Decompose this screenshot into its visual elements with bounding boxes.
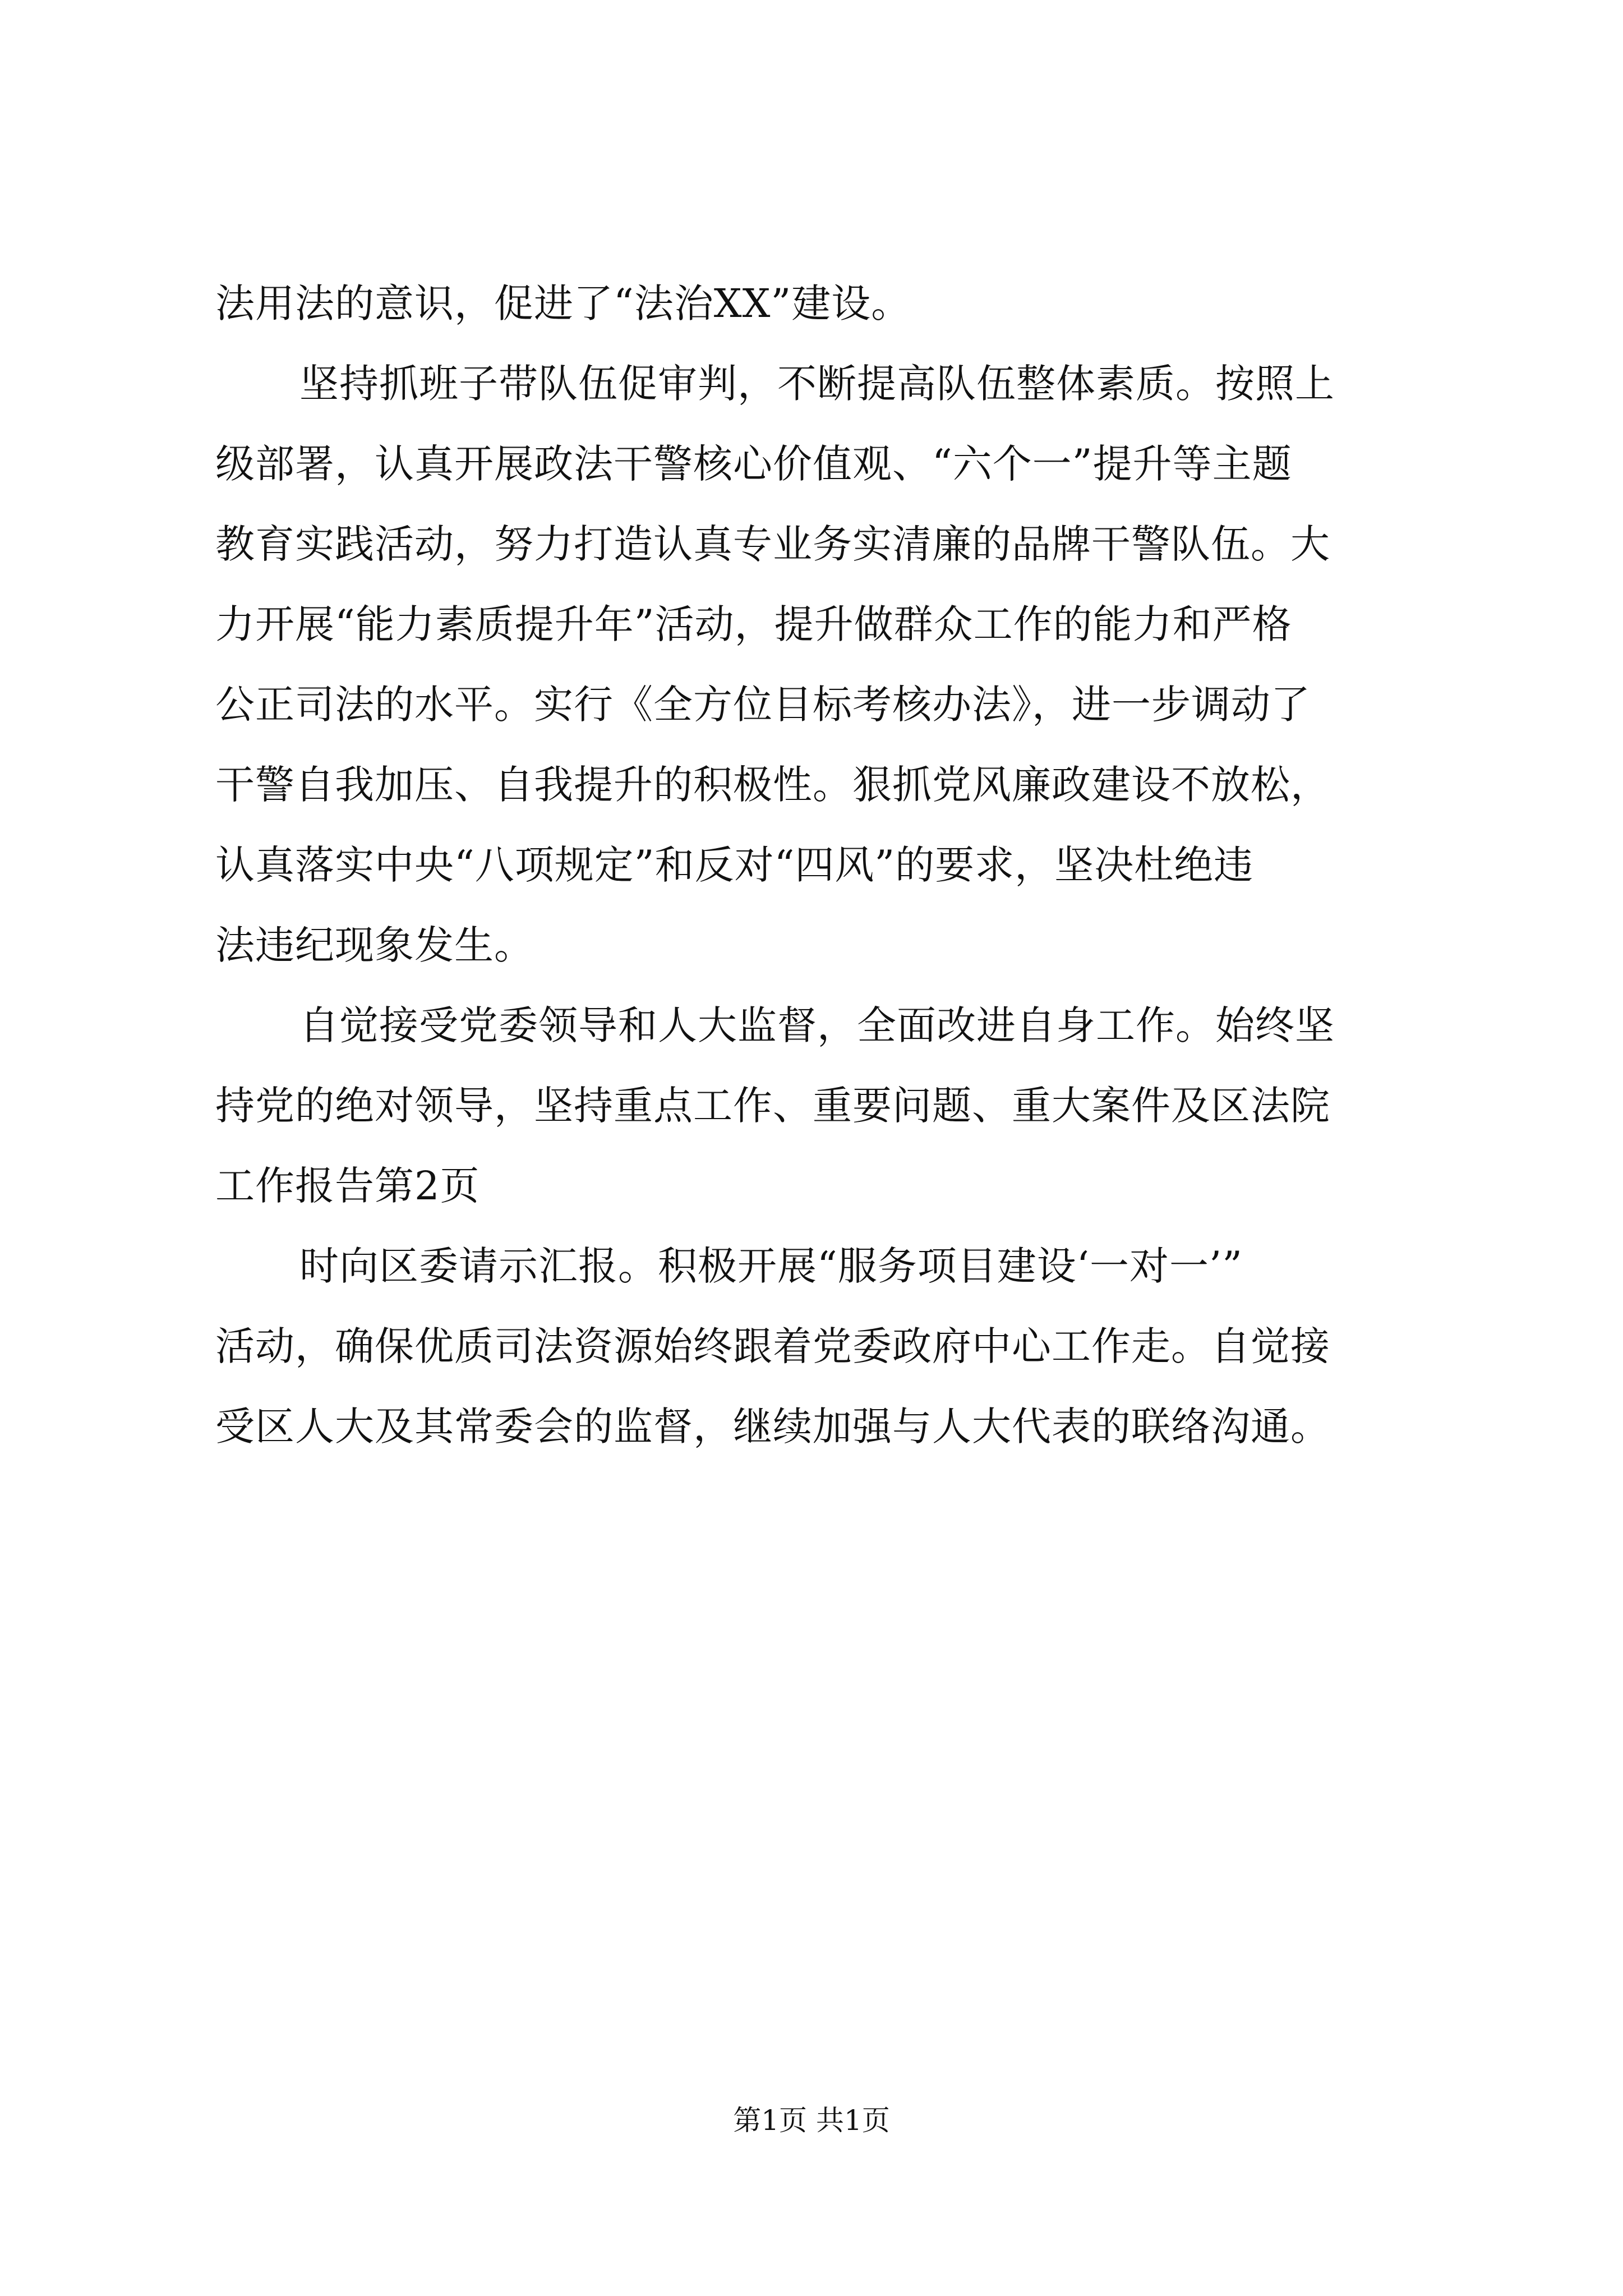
text-line: 受区人大及其常委会的监督，继续加强与人大代表的联络沟通。 (215, 1404, 1330, 1450)
text-line: 法用法的意识，促进了“法治XX”建设。 (215, 280, 911, 326)
document-body (215, 264, 1415, 1467)
text-line: 公正司法的水平。实行《全方位目标考核办法》，进一步调动了 (215, 682, 1311, 728)
text-line: 法违纪现象发生。 (215, 922, 534, 968)
text-line: 工作报告第2页 (215, 1163, 480, 1209)
text-line: 认真落实中央“八项规定”和反对“四风”的要求，坚决杜绝违 (215, 842, 1254, 888)
text-line: 持党的绝对领导，坚持重点工作、重要问题、重大案件及区法院 (215, 1083, 1330, 1129)
paragraph-start-line: 坚持抓班子带队伍促审判，不断提高队伍整体素质。按照上 (299, 361, 1335, 407)
text-line: 活动，确保优质司法资源始终跟着党委政府中心工作走。自觉接 (215, 1323, 1330, 1369)
paragraph-start-line: 自觉接受党委领导和人大监督，全面改进自身工作。始终坚 (299, 1002, 1335, 1048)
text-line: 干警自我加压、自我提升的积极性。狠抓党风廉政建设不放松， (215, 762, 1330, 808)
text-line: 级部署，认真开展政法干警核心价值观、“六个一”提升等主题 (215, 441, 1292, 487)
paragraph-start-line: 时向区委请示汇报。积极开展“服务项目建设‘一对一’” (299, 1243, 1243, 1289)
text-line: 教育实践活动，努力打造认真专业务实清廉的品牌干警队伍。大 (215, 521, 1330, 567)
page-footer: 第1页 共1页 (733, 2104, 890, 2137)
text-line: 力开展“能力素质提升年”活动，提升做群众工作的能力和严格 (215, 601, 1292, 647)
